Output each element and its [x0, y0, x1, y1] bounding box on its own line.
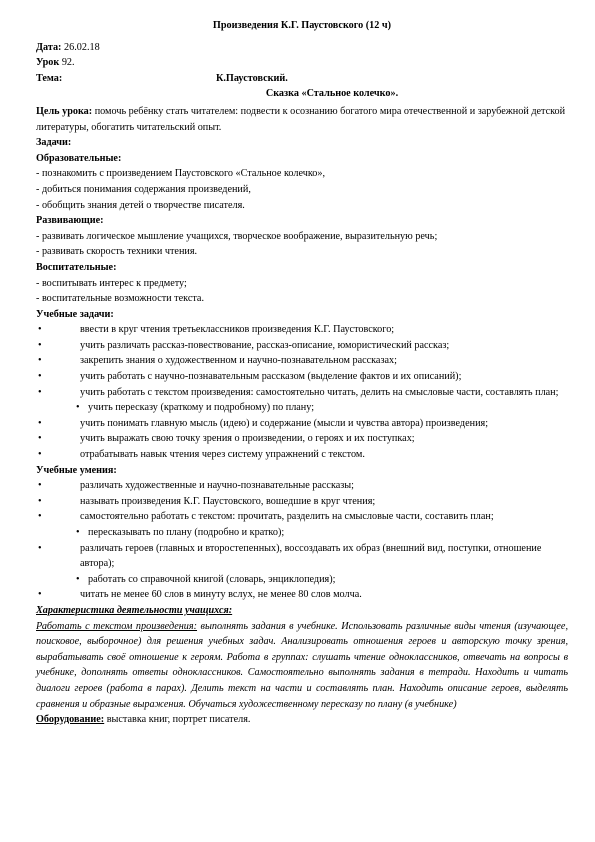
educational-heading: Образовательные:: [36, 152, 122, 164]
educational-list: [36, 166, 568, 213]
bullet-text: пересказывать по плану (подробно и кратко);: [88, 527, 285, 538]
bullet-text: учить выражать свою точку зрения о произведении, о героях и их поступках;: [80, 433, 415, 445]
date-line: [36, 40, 568, 56]
lesson-value: 92.: [59, 57, 75, 69]
bullet-item: [36, 541, 568, 572]
bullet-text: учить работать с текстом произведения: самостоятельно читать, делить на смысловые части, составлять план;: [80, 386, 559, 398]
list-item: - обобщить знания детей о творчестве писателя.: [36, 199, 245, 211]
equipment-line: [36, 712, 568, 728]
bullet-text: ввести в круг чтения третьеклассников произведения К.Г. Паустовского;: [80, 324, 395, 336]
list-item: - познакомить с произведением Паустовского «Стальное колечко»,: [36, 168, 325, 180]
bullet-item: [36, 385, 568, 401]
developing-list: [36, 229, 568, 260]
date-label: Дата:: [36, 41, 62, 53]
bullet-text: самостоятельно работать с текстом: прочитать, разделить на смысловые части, составить план;: [80, 511, 494, 523]
bullet-item: [36, 353, 568, 369]
date-value: 26.02.18: [61, 41, 100, 53]
learning-tasks-heading: Учебные задачи:: [36, 308, 114, 320]
list-item: - воспитательные возможности текста.: [36, 293, 205, 305]
bullet-item: [36, 509, 568, 525]
bullet-icon: •: [76, 573, 80, 585]
upbringing-list: [36, 276, 568, 307]
bullet-item: [36, 587, 568, 603]
bullet-item: [36, 494, 568, 510]
lesson-line: [36, 55, 568, 71]
bullet-item: [36, 338, 568, 354]
topic-row: [36, 71, 568, 87]
learning-skills-list: [36, 478, 568, 603]
bullet-icon: •: [38, 495, 42, 507]
developing-heading: Развивающие:: [36, 215, 104, 227]
goal-label: Цель урока:: [36, 105, 93, 117]
bullet-icon: •: [76, 402, 80, 414]
bullet-icon: •: [38, 480, 42, 492]
bullet-icon: •: [38, 386, 42, 398]
bullet-item: [36, 447, 568, 463]
page-title: Произведения К.Г. Паустовского (12 ч): [212, 20, 392, 31]
bullet-icon: •: [38, 355, 42, 367]
bullet-text: учить различать рассказ-повествование, рассказ-описание, юмористический рассказ;: [80, 339, 450, 351]
bullet-text: учить понимать главную мысль (идею) и содержание (мысли и чувства автора) произведения;: [80, 417, 489, 429]
activity-text: выполнять задания в учебнике. Использовать различные виды чтения (изучающее, поисковое, выборочное) для решения учебных задач. Анализировать отношения героев и авторскую точку зрения, вырабатывать своё отношение к героям. Работа в группах: слушать чтение одноклассников, отвечать на вопросы в учебнике, дополнять ответы одноклассников. Самостоятельно выполнять задания в тетради. Находить и читать диалоги героев (работа в парах). Делить текст на части и составлять план. Находить описание героев, выделять сравнения и образные выражения. Обучаться художественному пересказу по плану (в учебнике): [36, 620, 568, 710]
bullet-item: [36, 322, 568, 338]
bullet-icon: •: [38, 542, 42, 554]
learning-skills-heading: Учебные умения:: [36, 464, 117, 476]
bullet-text: различать героев (главных и второстепенных), воссоздавать их образ (внешний вид, поступки, отношение автора);: [80, 542, 542, 570]
bullet-text: читать не менее 60 слов в минуту вслух, не менее 80 слов молча.: [80, 589, 362, 601]
bullet-text: различать художественные и научно-познавательные рассказы;: [80, 480, 354, 492]
bullet-icon: •: [76, 527, 80, 538]
equipment-label: Оборудование:: [36, 714, 105, 726]
topic-author: К.Паустовский.: [216, 72, 288, 84]
equipment-text: выставка книг, портрет писателя.: [104, 714, 251, 726]
lesson-plan-page: [36, 18, 568, 728]
activity-paragraph: [36, 619, 568, 713]
list-item: - воспитывать интерес к предмету;: [36, 277, 187, 289]
bullet-item: [36, 525, 568, 541]
bullet-icon: •: [38, 589, 42, 601]
bullet-item: [36, 478, 568, 494]
list-item: - развивать логическое мышление учащихся, творческое воображение, выразительную речь;: [36, 230, 438, 242]
topic-tale: Сказка «Стальное колечко».: [265, 88, 399, 100]
bullet-text: учить работать с научно-познавательным рассказом (выделение фактов и их описаний);: [80, 371, 462, 383]
bullet-item: [36, 400, 568, 416]
bullet-item: [36, 431, 568, 447]
topic-label: Тема:: [36, 72, 63, 84]
learning-tasks-list: [36, 322, 568, 462]
tasks-heading: Задачи:: [36, 137, 72, 149]
bullet-text: работать со справочной книгой (словарь, энциклопедия);: [88, 573, 336, 585]
bullet-icon: •: [38, 511, 42, 523]
bullet-icon: •: [38, 433, 42, 445]
list-item: - добиться понимания содержания произведений,: [36, 183, 251, 195]
bullet-text: отрабатывать навык чтения через систему упражнений с текстом.: [80, 449, 365, 461]
goal-text: помочь ребёнку стать читателем: подвести к осознанию богатого мира отечественной и зарубежной детской литературы, обогатить читательский опыт.: [36, 105, 566, 133]
activity-heading: Характеристика деятельности учащихся:: [36, 604, 233, 616]
bullet-icon: •: [38, 324, 42, 336]
bullet-icon: •: [38, 339, 42, 351]
list-item: - развивать скорость техники чтения.: [36, 246, 198, 258]
activity-lead: Работать с текстом произведения:: [36, 620, 198, 632]
bullet-text: учить пересказу (краткому и подробному) по плану;: [88, 402, 315, 414]
upbringing-heading: Воспитательные:: [36, 261, 117, 273]
bullet-item: [36, 369, 568, 385]
bullet-icon: •: [38, 417, 42, 429]
lesson-goal: [36, 104, 568, 135]
bullet-text: называть произведения К.Г. Паустовского, вошедшие в круг чтения;: [80, 495, 376, 507]
bullet-icon: •: [38, 449, 42, 461]
bullet-icon: •: [38, 371, 42, 383]
bullet-item: [36, 572, 568, 588]
bullet-item: [36, 416, 568, 432]
lesson-label: Урок: [36, 57, 60, 69]
bullet-text: закрепить знания о художественном и научно-познавательном рассказах;: [80, 355, 397, 367]
